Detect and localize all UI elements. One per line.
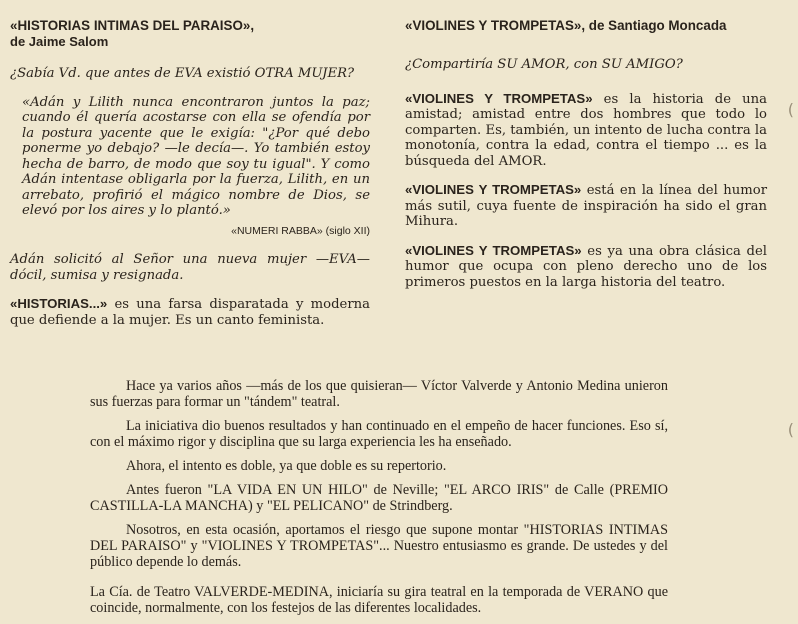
left-author: de Jaime Salom xyxy=(10,34,109,49)
bottom-p4: Antes fueron "LA VIDA EN UN HILO" de Neville; "EL ARCO IRIS" de Calle (PREMIO CASTILLA-LA MANCHA) y "EL PELICANO" de Strindberg. xyxy=(90,482,668,514)
right-question: ¿Compartiría SU AMOR, con SU AMIGO? xyxy=(405,57,683,72)
right-column xyxy=(405,18,767,303)
violines-p3-rest: es ya una obra clásica del humor que ocupa con pleno derecho uno de los primeros puestos en la larga historia del teatro. xyxy=(405,243,767,290)
lilith-quote: «Adán y Lilith nunca encontraron juntos la paz; cuando él quería acostarse con ella se ofendía por la postura yacente que le exigía: "¿Por qué debo ponerme yo debajo? —le decía—. Yo también estoy hecha de barro, de modo que soy tu igual". Y como Adán intentase obligarla por la fuerza, Lilith, en un arrebato, profirió el mágico nombre de Dios, se elevó por los aires y lo plantó.» xyxy=(22,94,370,218)
bottom-p6: La Cía. de Teatro VALVERDE-MEDINA, iniciaría su gira teatral en la temporada de VERANO que coincide, normalmente, con los festejos de las diferentes localidades. xyxy=(90,584,668,616)
right-title: «VIOLINES Y TROMPETAS», de Santiago Moncada xyxy=(405,18,727,33)
violines-p2 xyxy=(405,182,767,230)
violines-p3 xyxy=(405,243,767,291)
bottom-p3: Ahora, el intento es doble, ya que doble es su repertorio. xyxy=(126,458,447,474)
left-question: ¿Sabía Vd. que antes de EVA existió OTRA MUJER? xyxy=(10,66,355,81)
historias-rest: es una farsa disparatada y moderna que defiende a la mujer. Es un canto feminista. xyxy=(10,297,370,328)
bottom-p2: La iniciativa dio buenos resultados y han continuado en el empeño de hacer funciones. Eso sí, con el máximo rigor y disciplina que su larga experiencia les ha enseñado. xyxy=(90,418,668,450)
violines-p2-rest: está en la línea del humor más sutil, cuya fuente de inspiración ha sido el gran Mihura. xyxy=(405,183,767,229)
violines-p1-bold: «VIOLINES Y TROMPETAS» xyxy=(405,90,593,106)
violines-p3-bold: «VIOLINES Y TROMPETAS» xyxy=(405,242,582,258)
historias-paragraph xyxy=(10,296,370,328)
bottom-text xyxy=(90,378,668,624)
adam-paragraph: Adán solicitó al Señor una nueva mujer —EVA— dócil, sumisa y resignada. xyxy=(10,252,370,283)
margin-mark: ( xyxy=(787,100,794,119)
left-title: «HISTORIAS INTIMAS DEL PARAISO», xyxy=(10,18,255,33)
violines-p2-bold: «VIOLINES Y TROMPETAS» xyxy=(405,182,582,197)
left-column xyxy=(10,18,370,341)
violines-p1 xyxy=(405,91,767,170)
bottom-p1: Hace ya varios años —más de los que quisieran— Víctor Valverde y Antonio Medina unieron sus fuerzas para formar un "tándem" teatral. xyxy=(90,378,668,410)
margin-mark: ( xyxy=(787,420,794,439)
violines-p1-rest: es la historia de una amistad; amistad entre dos hombres que todo lo comparten. Es, también, un intento de lucha contra la monotonía, contra la edad, contra el tiempo ... es la búsqueda del AMOR. xyxy=(405,91,767,169)
bottom-p5: Nosotros, en esta ocasión, aportamos el riesgo que supone montar "HISTORIAS INTIMAS DEL PARAISO" y "VIOLINES Y TROMPETAS"... Nuestro entusiasmo es grande. De ustedes y del público depende lo demás. xyxy=(90,522,668,570)
historias-bold: «HISTORIAS...» xyxy=(10,296,108,311)
quote-source: «NUMERI RABBA» (siglo XII) xyxy=(231,224,370,237)
